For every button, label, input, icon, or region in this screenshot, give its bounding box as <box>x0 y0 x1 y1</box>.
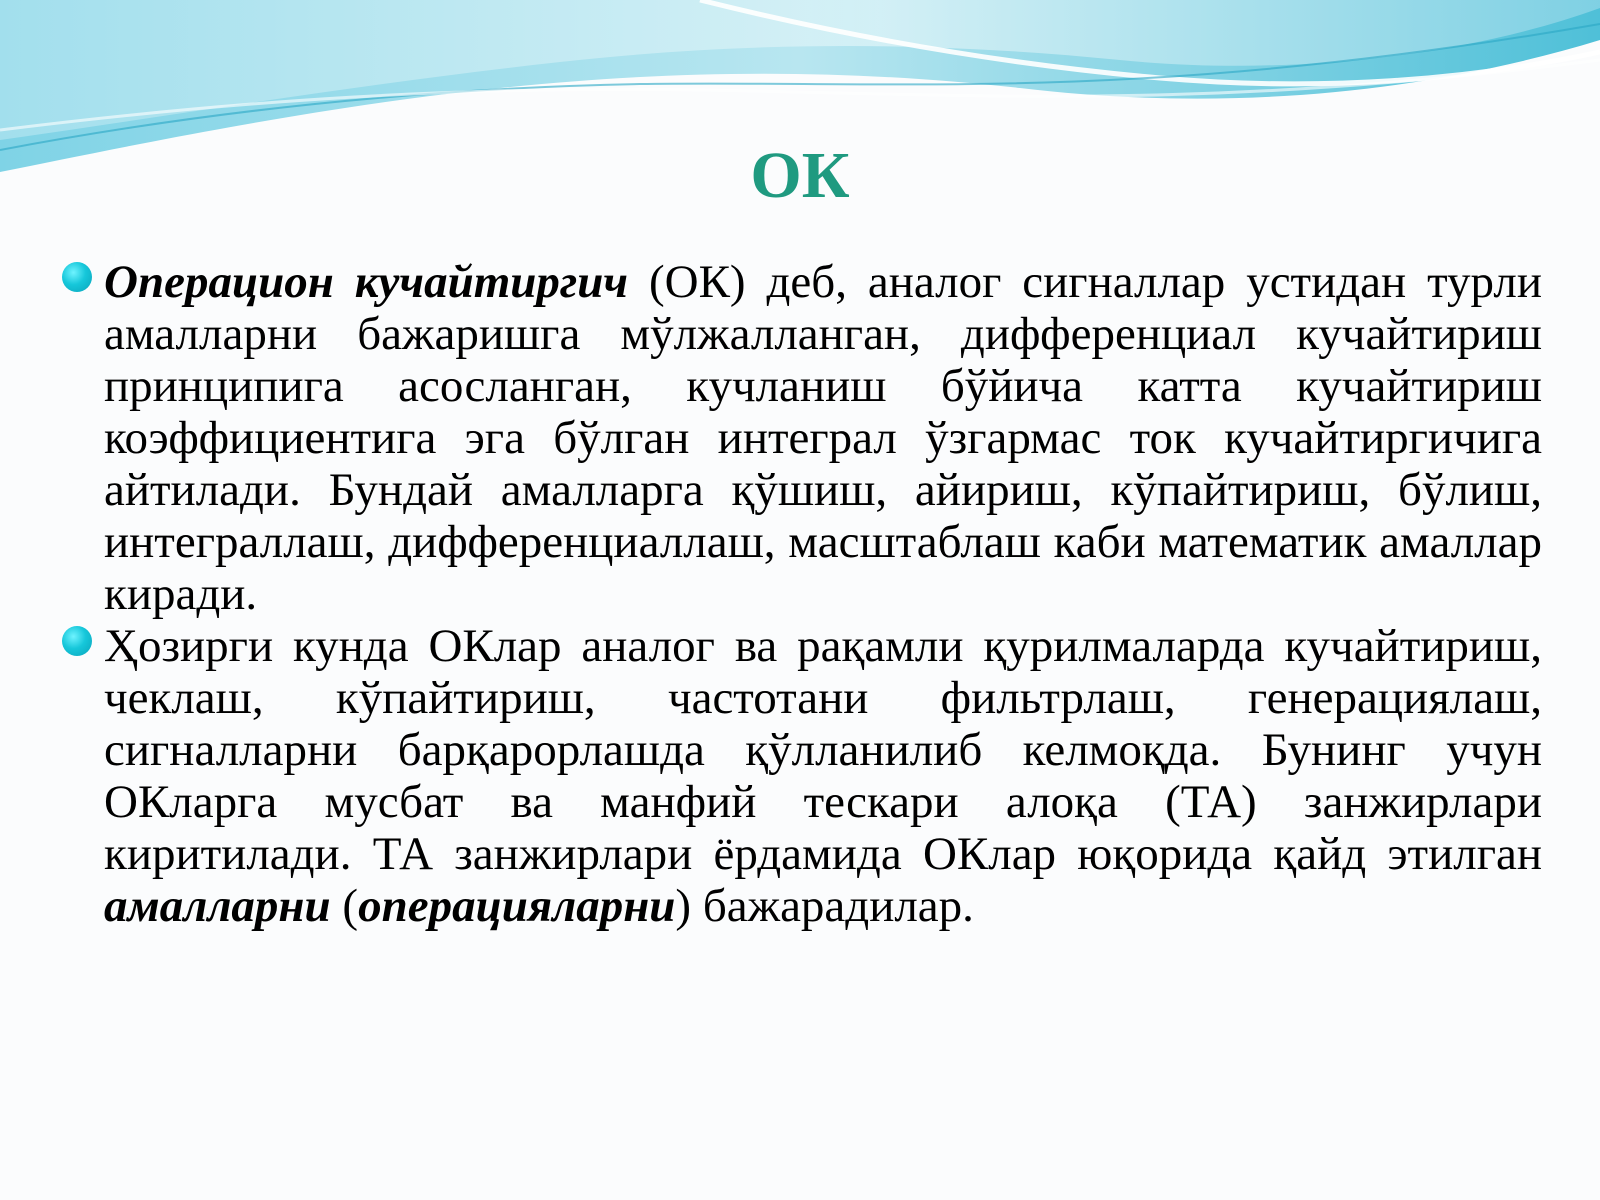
bullet-paragraph-1 <box>104 256 1542 620</box>
slide-title: ОК <box>750 139 850 212</box>
paragraph-1-text: (ОК) деб, аналог сигналлар устидан турли амалларни бажаришга мўлжалланган, дифференциал кучайтириш принципига асосланган, кучланиш бўйича катта кучайтириш коэффициентига эга бўлган интеграл ўзгармас ток кучайтиргичига айтилади. Бундай амалларга қўшиш, айириш, кўпайтириш, бўлиш, интеграллаш, дифференциаллаш, масштаблаш каби математик амаллар киради. <box>104 256 1542 620</box>
term-operational-amplifier: Операцион кучайтиргич <box>104 256 629 308</box>
bullet-paragraph-2 <box>104 620 1542 932</box>
cyan-bullet-icon <box>62 262 92 292</box>
cyan-bullet-icon <box>62 626 92 656</box>
slide-body <box>104 256 1542 932</box>
emphasis-operatsiyalarni: операцияларни <box>358 880 676 932</box>
emphasis-amallarni: амалларни <box>104 880 331 932</box>
open-paren: ( <box>330 880 359 932</box>
paragraph-2-text-end: ) бажарадилар. <box>675 880 974 932</box>
paragraph-2-text-start: Ҳозирги кунда ОКлар аналог ва рақамли қурилмаларда кучайтириш, чеклаш, кўпайтириш, частотани фильтрлаш, генерациялаш, сигналларни барқарорлашда қўлланилиб келмоқда. Бунинг учун ОКларга мусбат ва манфий тескари алоқа (ТА) занжирлари киритилади. ТА занжирлари ёрдамида ОКлар юқорида қайд этилган <box>104 620 1542 880</box>
